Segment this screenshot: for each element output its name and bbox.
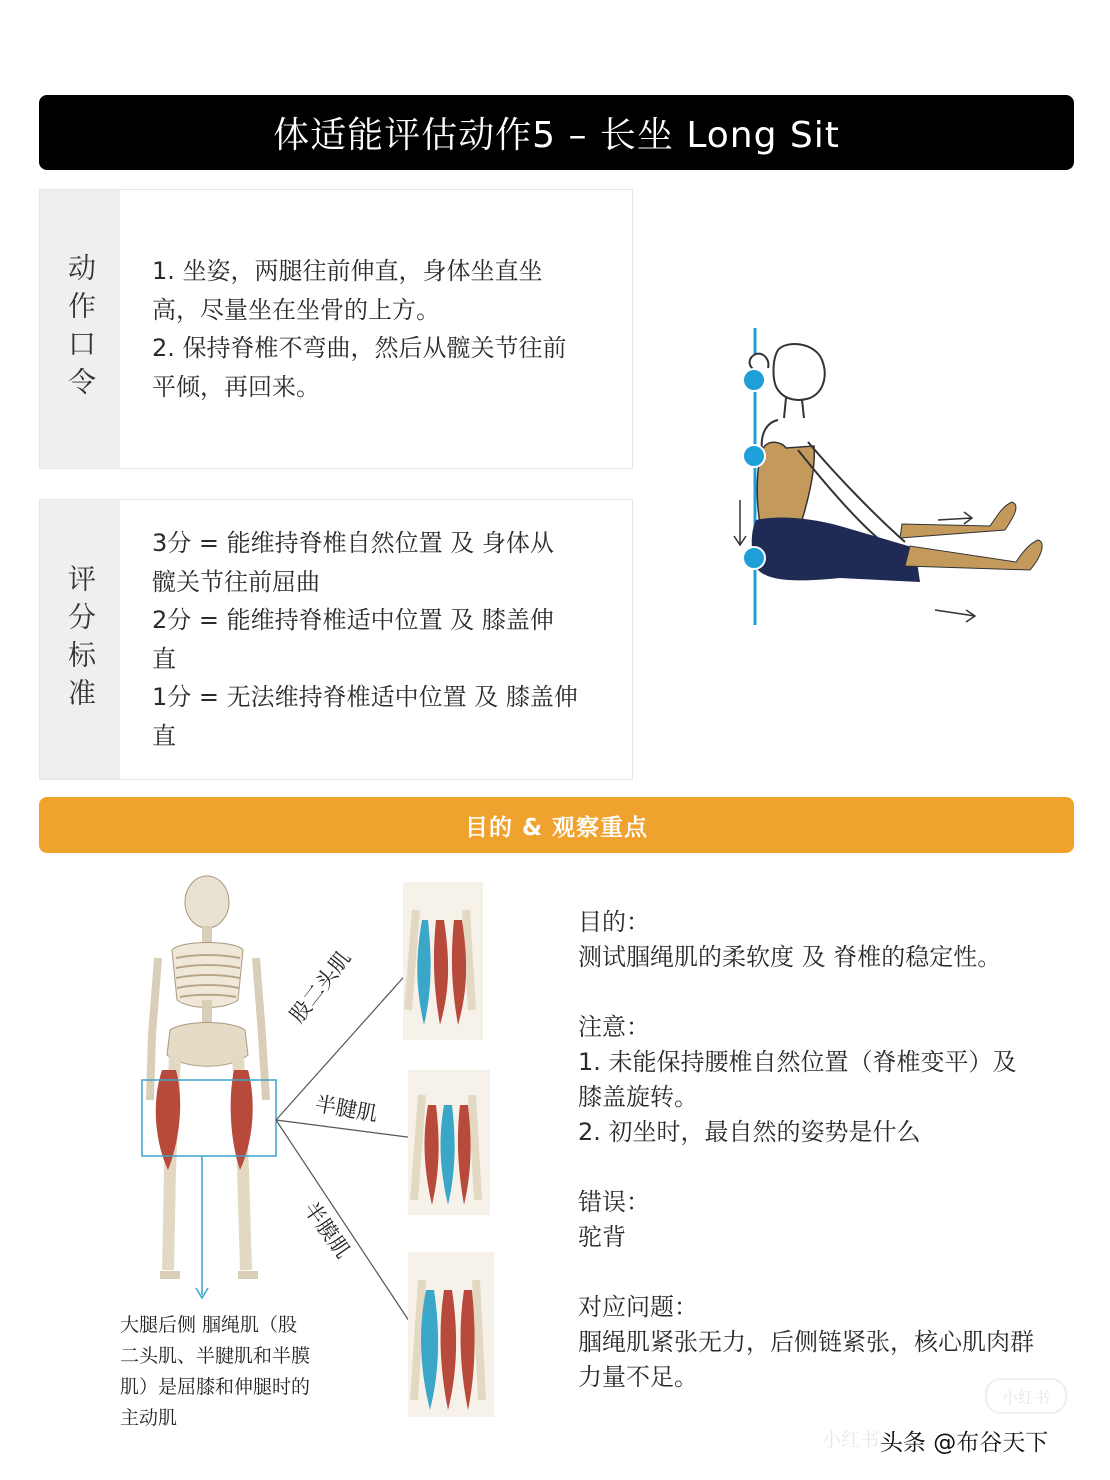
- commands-card: [39, 189, 633, 469]
- detail-panel-semitendinosus: [408, 1070, 490, 1215]
- error-heading: 错误：: [578, 1188, 650, 1216]
- head-outline: [774, 344, 825, 400]
- pants: [752, 518, 920, 582]
- arrow-down: [734, 500, 746, 545]
- problem-heading: 对应问题：: [578, 1293, 698, 1321]
- watermark-faint-text: 小红书: [822, 1429, 880, 1451]
- anatomy-caption: 大腿后侧 腘绳肌（股 二头肌、半腱肌和半膜 肌）是屈膝和伸腿时的 主动肌: [120, 1314, 311, 1429]
- command-line: 2. 保持脊椎不弯曲，然后从髋关节往前: [152, 334, 567, 362]
- label-semitendinosus: 半腱肌: [313, 1091, 380, 1127]
- connector-line: [276, 1120, 415, 1330]
- contact-point-sacrum: [743, 547, 765, 569]
- attention-line: 1. 未能保持腰椎自然位置（脊椎变平）及: [578, 1048, 1017, 1076]
- error-text: 驼背: [578, 1223, 626, 1251]
- command-line: 平倾，再回来。: [152, 372, 320, 401]
- command-line: 1. 坐姿，两腿往前伸直，身体坐直坐: [152, 257, 543, 285]
- scoring-body: [120, 500, 632, 779]
- page-title: 体适能评估动作5 – 长坐 Long Sit: [273, 115, 840, 156]
- contact-point-back: [743, 445, 765, 467]
- title-bar: [39, 95, 1074, 170]
- arrow-right: [935, 610, 975, 622]
- purpose-heading: 目的：: [578, 908, 650, 936]
- scoring-side: [40, 500, 120, 779]
- contact-point-head: [743, 369, 765, 391]
- attention-heading: 注意：: [578, 1013, 650, 1041]
- source-credit: 头条 @布谷天下: [880, 1430, 1049, 1456]
- detail-panel-biceps-femoris: [403, 882, 483, 1040]
- scoring-side-label: 评分标准: [64, 563, 97, 716]
- attention-line: 2. 初坐时，最自然的姿势是什么: [578, 1118, 921, 1146]
- commands-side: [40, 190, 120, 468]
- arrow-right: [938, 512, 972, 524]
- leg-upper: [900, 502, 1016, 538]
- scoring-card: [39, 499, 633, 780]
- scoring-line: 3分 = 能维持脊椎自然位置 及 身体从: [152, 529, 554, 557]
- observation-notes: [578, 905, 1078, 1395]
- detail-panel-semimembranosus: [408, 1252, 494, 1417]
- label-semimembranosus: 半膜肌: [299, 1197, 355, 1263]
- label-biceps-femoris: 股二头肌: [285, 946, 356, 1028]
- scoring-line: 1分 = 无法维持脊椎适中位置 及 膝盖伸: [152, 683, 578, 711]
- command-line: 高，尽量坐在坐骨的上方。: [152, 295, 440, 324]
- scoring-line: 髋关节往前屈曲: [152, 567, 320, 596]
- scoring-line: 2分 = 能维持脊椎适中位置 及 膝盖伸: [152, 606, 554, 634]
- leg-lower: [905, 540, 1042, 570]
- commands-side-label: 动作口令: [64, 253, 97, 405]
- hamstring-right: [231, 1070, 253, 1170]
- long-sit-illustration: [690, 320, 1070, 640]
- problem-line: 力量不足。: [578, 1363, 698, 1391]
- attention-line: 膝盖旋转。: [578, 1083, 698, 1111]
- purpose-text: 测试腘绳肌的柔软度 及 脊椎的稳定性。: [578, 943, 1002, 971]
- scoring-line: 直: [152, 721, 176, 750]
- section-header-bar: [39, 797, 1074, 853]
- neck: [784, 398, 804, 418]
- commands-body: [120, 190, 632, 468]
- section-header: 目的 & 观察重点: [464, 814, 649, 841]
- problem-line: 腘绳肌紧张无力，后侧链紧张，核心肌肉群: [578, 1328, 1034, 1356]
- scoring-line: 直: [152, 644, 176, 673]
- watermark-logo: 小红书: [985, 1378, 1067, 1414]
